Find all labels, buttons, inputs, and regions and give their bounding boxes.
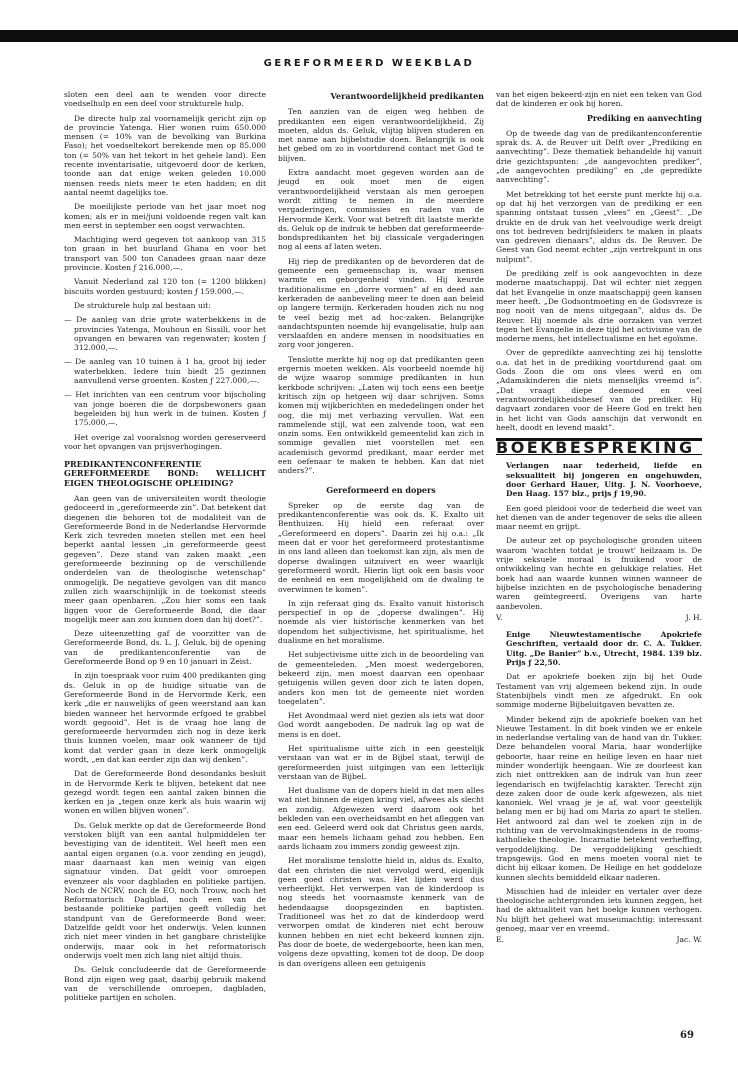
signature-left: E. — [496, 935, 504, 945]
signature-left: V. — [496, 612, 503, 622]
paragraph: Over de gepredikte aanvechting zei hij tenslotte o.a. dat het in de prediking voortdurend gaat om Gods Zoon die om ons vlees werd en om „Adamskinderen die niets menselijks vreemd is”. „Dat vraagt diepe deemoed en veel verantwoordelijkheidsbesef van de prediker. Hij dagvaart zondaren voor de Heere God en trekt hen in het licht van Gods aanschijn dat verwondt en heelt, doodt en levend maakt”. — [496, 348, 702, 432]
section-heading: Gereformeerd en dopers — [326, 484, 436, 495]
paragraph: Ds. Geluk merkte op dat de Gereformeerde Bond verstoken blijft van een aantal hulpmiddelen ter bevestiging van de identiteit. Wel heeft men een aantal eigen organen (o.a. voor zending en jeugd), maar daarnaast kan men weinig van eigen signatuur vinden. Dat geldt voor omroepen evenzeer als voor dagbladen en politieke partijen. Noch de NCRV, noch de EO, noch Trouw, noch het Reformatorisch Dagblad, noch een van de bestaande politieke partijen geeft volledig het standpunt van de Gereformeerde Bond weer. Datzelfde geldt voor het onderwijs. Velen kunnen zich niet meer vinden in het gangbare christelijke onderwijs, maar ook in het reformatorisch onderwijs voelt men zich lang niet altijd thuis. — [64, 820, 266, 960]
list-item: — De aanleg van drie grote waterbekkens in de provincies Yatenga, Mouhoun en Sissili, voor het opvangen en bewaren van regenwater; kosten ƒ 312.000,—. — [64, 315, 266, 353]
boekbespreking-banner: BOEKBESPREKING — [496, 438, 702, 455]
paragraph: Deze uiteenzetting gaf de voorzitter van de Gereformeerde Bond, ds. L. J. Geluk, bij de opening van de predikantenconferentie van de Gereformeerde Bond op 9 en 10 januari in Zeist. — [64, 629, 266, 667]
top-black-rule — [0, 30, 738, 42]
paragraph: Vanuit Nederland zal 120 ton (= 1200 blikken) biscuits worden gestuurd; kosten ƒ 159.000,—. — [64, 277, 266, 296]
paragraph: De directe hulp zal voornamelijk gericht zijn op de provincie Yatenga. Hier wonen ruim 650.000 mensen (= 10% van de bevolking van Burkina Faso); het voedseltekort berekende men op 85.000 ton (= 50% van het tekort in het gehele land). Een recente inventarisatie, uitgevoerd door de kerken, toonde aan dat enige weken geleden 10.000 mensen reeds niets meer te eten hadden; en dit aantal neemt dagelijks toe. — [64, 113, 266, 197]
paragraph: Een goed pleidooi voor de tederheid die weet van het dienen van de ander tegenover de seks die alleen maar neemt en grijpt. — [496, 503, 702, 532]
paragraph: De strukturele hulp zal bestaan uit: — [74, 300, 211, 310]
running-header: GEREFORMEERD WEEKBLAD — [263, 58, 475, 69]
section-heading: Prediking en aanvechting — [586, 112, 702, 123]
paragraph: Het subjectivisme uitte zich in de beoordeling van de gemeenteleden. „Men moest wedergeboren, bekeerd zijn, men moest daarvan een openbaar getuigenis willen geven door zich te laten dopen, anders kon men tot de gemeente niet worden toegelaten”. — [278, 650, 484, 706]
signature-right: Jac. W. — [676, 935, 702, 945]
paragraph: Aan geen van de universiteiten wordt theologie gedoceerd in „gereformeerde zin”. Dat betekent dat diegenen die behoren tot de modaliteit van de Gereformeerde Bond in de Nederlandse Hervormde Kerk zich tevreden moeten stellen met een heel beperkt aantal lessen „in gereformeerde geest gegeven”. Deze stand van zaken maakt „een gereformeerde bezinning op de verschillende onderdelen van de theologische wetenschap” onmogelijk. De negatieve gevolgen van dit manco zullen zich waarschijnlijk in de toekomst steeds meer gaan openbaren. „Zou hier soms een taak liggen voor de Gereformeerde Bond, die daar mogelijk meer aan zou kunnen doen dan hij doet?”. — [64, 493, 266, 624]
paragraph: Misschien had de inleider en vertaler over deze theologische achtergronden iets kunnen zeggen, het had de aktualiteit van het boekje kunnen verhogen. Nu blijft het geheel wat museumachtig: interessant genoeg, maar ver en vreemd. — [496, 886, 702, 934]
page-number: 69 — [680, 1030, 694, 1041]
paragraph: Op de tweede dag van de predikantenconferentie sprak ds. A. de Reuver uit Delft over „Prediking en aanvechting”. Deze thematiek behandelde hij vanuit drie gezichtspunten: „de aangevochten prediker”, „de aangevochten prediking” en „de gepredikte aanvechting”. — [496, 128, 702, 185]
paragraph: Dat de Gereformeerde Bond desondanks besluit in de Hervormde Kerk te blijven, betekent dat nee gezegd wordt tegen een aantal zaken binnen die kerken en ja „tegen onze kerk als huis waarin wij wonen en willen blijven wonen”. — [64, 769, 266, 816]
paragraph: van het eigen bekeerd-zijn en niet een teken van God dat de kinderen er ook bij horen. — [496, 90, 702, 109]
paragraph: De moeilijkste periode van het jaar moet nog komen; als er in mei/juni voldoende regen valt kan men eerst in september een oogst verwachten. — [64, 202, 266, 230]
paragraph: Het overige zal vooralsnog worden gereserveerd voor het opvangen van prijsverhogingen. — [64, 432, 266, 451]
paragraph: Minder bekend zijn de apokriefe boeken van het Nieuwe Testament. In dit boek vinden we er enkele in nederlandse vertaling van de hand van dr. Tukker. Deze behandelen vooral Maria, haar wonderlijke geboorte, haar reine en heilige leven en haar niet minder wonderlijk heengaan. Wie ze doorleest kan zich niet onttrekken aan de indruk van hun zeer legendarisch en twijfelachtig karakter. Terecht zijn deze zaken door de oude kerk afgewezen, als niet kanoniek. Wel vraag je je af, wat voor geestelijk belang men er bij had om Maria zo apart te stellen. Het antwoord zal dan wel te zoeken zijn in de richting van de vervolmakingstendens in de rooms-katholieke theologie. Incarnatie betekent verheffing, vergoddelijking. De vergoddelijking geschiedt trapsgewijs. God en mens moeten vooral niet te dicht bij elkaar komen. De Heilige en het goddeloze kunnen slechts bemiddeld elkaar naderen. — [496, 714, 702, 882]
column-right — [496, 90, 702, 953]
paragraph: In zijn referaat ging ds. Exalto vanuit historisch perspectief in op de „doperse dwalingen”. Hij noemde als vier historische kenmerken van het dopendom het subjectivisme, het spiritualisme, het dualisme en het moralisme. — [278, 598, 484, 646]
paragraph: Het moralisme tenslotte hield in, aldus ds. Exalto, dat een christen die niet vervolgd werd, eigenlijk geen goed christen was. Het lijden werd dus verheerlijkt. Het verwerpen van de kinderdoop is nog steeds het voornaamste kenmerk van de hedendaagse doopsgezinden en baptisten. Traditioneel was het zo dat de kinderdoop werd verworpen omdat de kinderen niet echt berouw kunnen hebben en niet echt bekeerd kunnen zijn. Pas door de boete, de wedergeboorte, heen kan men, volgens deze opvatting, komen tot de doop. De doop is dan overigens alleen een getuigenis — [278, 856, 484, 968]
paragraph: Het spiritualisme uitte zich in een geestelijk verstaan van wat er in de Bijbel staat, terwijl de gereformeerden juist uitgingen van een letterlijk verstaan van de Bijbel. — [278, 744, 484, 781]
review-signature — [496, 935, 702, 944]
list-item: — De aanleg van 10 tuinen à 1 ha, groot bij ieder waterbekken. Iedere tuin biedt 25 gezinnen aanvullend verse groenten. Kosten ƒ 227.000,—. — [64, 357, 266, 386]
paragraph: sloten een deel aan te wenden voor directe voedselhulp en een deel voor strukturele hulp. — [64, 90, 266, 109]
paragraph: Tenslotte merkte hij nog op dat predikanten geen ergernis moeten wekken. Als voorbeeld noemde hij de wijze waarop sommige predikanten in hun kerkbode schrijven: „Laten wij toch eens een beetje kritisch zijn op hetgeen wij daar schrijven. Soms komen mij wijkberichten en mededelingen onder het oog, die mij met verbazing vervullen. Wat een rammelende stijl, wat een zalvende toon, wat een onzin soms. Een ontwikkeld gemeentelid kan zich in sommige gevallen niet voorstellen met een academisch gevormd predikant, maar eerder met een oefenaar te maken te hebben. Kan dat niet anders?”. — [278, 354, 484, 476]
paragraph: Ds. Geluk concludeerde dat de Gereformeerde Bond zijn eigen weg gaat, daarbij gebruik makend van de verschillende omroepen, dagbladen, politieke partijen en scholen. — [64, 965, 266, 1003]
paragraph: In zijn toespraak voor ruim 400 predikanten ging ds. Geluk in op de huidige situatie van de Gereformeerde Bond in de Hervormde Kerk, een kerk „die er nauwelijks of geen weerstand aan kan bieden wanneer het hervormde erfgoed te grabbel wordt gegooid”. Het is de vraag hoe lang de gereformeerde hervormden zich nog in deze kerk thuis kunnen voelen, maar ook wanneer de tijd komt dat verder gaan in deze kerk onmogelijk wordt, „en dat kan eerder zijn dan wij denken”. — [64, 671, 266, 764]
paragraph: Machtiging werd gegeven tot aankoop van 315 ton graan in het buurland Ghana en voor het transport van 500 ton Canadees graan naar deze provincie. Kosten ƒ 216.000,—. — [64, 235, 266, 273]
list-item: — Het inrichten van een centrum voor bijscholing van jonge boeren die de dorpsbewoners gaan begeleiden bij hun werk in de tuinen. Kosten ƒ 175.000,—. — [64, 390, 266, 428]
paragraph: Hij riep de predikanten op de bevorderen dat de gemeente een gemeenschap is, waar mensen warmte en geborgenheid vinden. Hij keurde traditionalisme en „dorre vormen” af en deed aan kerkeraden de aanbeveling meer te doen aan beleid op langere termijn. Kerkeraden houden zich nu nog te veel bezig met ad hoc-zaken. Belangrijke aandachtspunten noemde hij evangelisatie, hulp aan verslaafden en andere mensen in noodsituaties en zorg voor jongeren. — [278, 256, 484, 350]
paragraph: Met betrekking tot het eerste punt merkte hij o.a. op dat hij het verzorgen van de prediking er een spanning ontstaat tussen „vlees” en „Geest”. „De drukte en de druk van het veelvoudige werk dreigt ons tot bedreven bedrijfsleiders te maken in plaats van gedreven dienaars”, aldus ds. De Reuver. De Geest van God neemt echter „zijn vertrekpunt in ons nulpunt”. — [496, 189, 702, 264]
paragraph: Dat er apokriefe boeken zijn bij het Oude Testament van vrij algemeen bekend zijn. In oude Statenbijbels vindt men ze afgedrukt. En ook sommige moderne Bijbeluitgaven bevatten ze. — [496, 672, 702, 710]
paragraph: De prediking zelf is ook aangevochten in deze moderne maatschappij. Dat wil echter niet zeggen dat het Evangelie in onze maatschappij geen kansen meer heeft. „De Godsontmoeting en de Godsvreze is nog nooit van de mens uitgegaan”, aldus ds. De Reuver. Hij noemde als drie oorzaken van verzet tegen het Evangelie in deze tijd het activisme van de moderne mens, het intellectualisme en het egoïsme. — [496, 269, 702, 344]
paragraph: Het dualisme van de dopers hield in dat men alles wat niet binnen de eigen kring viel, afwees als slecht en zondig. Afgewezen werd daarom ook het bekleden van een overheidsambt en het afleggen van een eed. Geleerd werd ook dat Christus geen aards, maar een hemels lichaam gehad zou hebben. Een aards lichaam zou immers zondig geweest zijn. — [278, 786, 484, 851]
paragraph: De auteur zet op psychologische gronden uiteen waarom 'wachten totdat je trouwt' heilzaam is. De vrije seksuele moraal is fnuikend voor de ontwikkeling van hechte en gelukkige relaties. Het boek had aan waarde kunnen winnen wanneer de bijbelse inzichten en de psychologische benadering waren geïntegreerd. Overigens van harte aanbevolen. — [496, 536, 702, 611]
review-signature — [496, 613, 702, 622]
paragraph: Spreker op de eerste dag van de predikantenconferentie was ook ds. K. Exalto uit Benthuizen. Hij hield een referaat over „Gereformeerd en dopers”. Daarin zei hij o.a.: „Ik meen dat er voor het gereformeerd protestantisme in ons land alleen dan toekomst kan zijn, als men de doperse dwalingen uitzuivert en weer waarlijk gereformeerd wordt. Hierin ligt ook een basis voor de eenheid en een mogelijkheid om de dwaling te overwinnen te komen”. — [278, 500, 484, 594]
book-title: Enige Nieuwtestamentische Apokriefe Geschriften, vertaald door dr. C. A. Tukker. Uitg. „De Banier” b.v., Utrecht, 1984. 139 blz. Prijs ƒ 22,50. — [506, 630, 702, 668]
book-title: Verlangen naar tederheid, liefde en seksualiteit bij jongeren en ongehuwden, door Gerhard Hauer, Uitg. J. N. Voorhoeve, Den Haag. 157 blz., prijs ƒ 19,90. — [506, 461, 702, 499]
paragraph: Het Avondmaal werd niet gezien als iets wat door God wordt aangeboden. De nadruk lag op wat de mens is en doet. — [278, 711, 484, 739]
section-heading: Verantwoordelijkheid predikanten — [330, 91, 484, 101]
column-middle — [278, 90, 484, 973]
column-left — [64, 90, 266, 1007]
article-heading: PREDIKANTENCONFERENTIE GEREFORMEERDE BOND: WELLICHT EIGEN THEOLOGISCHE OPLEIDING? — [64, 459, 266, 488]
paragraph: Ten aanzien van de eigen weg hebben de predikanten een eigen verantwoordelijkheid. Zij moeten, aldus ds. Geluk, vlijtig blijven studeren en met name aan bijbelstudie doen. Belangrijk is ook het gebed om zo in voortdurend contact met God te blijven. — [278, 107, 484, 163]
signature-right: J. H. — [685, 612, 702, 622]
paragraph: Extra aandacht moet gegeven worden aan de jeugd en ook moet men de eigen verantwoordelijkheid verstaan als men geroepen wordt zitting te nemen in de meerdere vergaderingen, commissies en raden van de Hervormde Kerk. Voor wat betreft dit laatste merkte ds. Geluk op de indruk te hebben dat gereformeerde-bondspredikanten het bij classicale vergaderingen nog al eens af laten weten. — [278, 168, 484, 252]
